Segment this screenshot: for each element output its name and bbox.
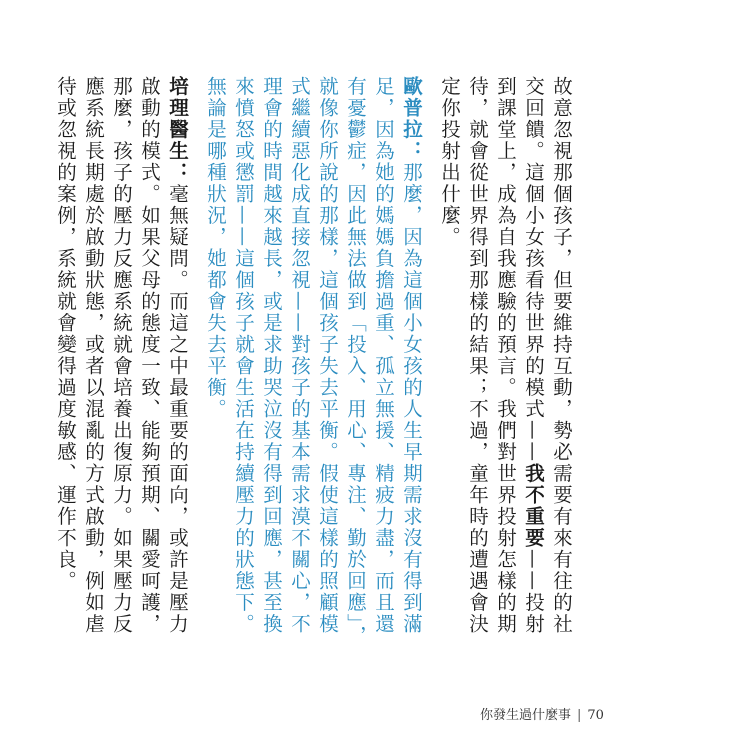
speaker-label-dr-perry: 培理醫生： (166, 76, 189, 184)
emphasis-phrase: 我不重要 (522, 463, 545, 549)
running-title: 你發生過什麼事 (480, 708, 572, 723)
footer-separator: | (577, 708, 582, 723)
paragraph-oprah-text: 那麼，因為這個小女孩的人生早期需求沒有得到滿足，因為她的媽媽負擔過重、孤立無援、精疲力盡，而且還有憂鬱症，因此無法做到「投入、用心、專注、勤於回應」，就像你所說的那樣，這個孩子失去平衡。假使這樣的照顧模式繼續惡化成直接忽視——對孩子的基本需求漠不關心，不理會的時間越來越長，或是求助哭泣沒有得到回應，甚至換來憤怒或懲罰——這個孩子就會生活在持續壓力的狀態下。無論是哪種狀況，她都會失去平衡。 (204, 76, 423, 647)
speaker-label-oprah: 歐普拉： (400, 76, 423, 162)
body-text-block (51, 76, 575, 656)
paragraph-narrative-text-end: ——投射到課堂上，成為自我應驗的預言。我們對世界投射怎樣的期待，就會從世界得到那樣的結果；不過，童年時的遭遇會決定你投射出什麼。 (438, 76, 545, 635)
page-footer (480, 704, 604, 723)
paragraph-oprah (201, 76, 425, 656)
page-number: 70 (587, 708, 604, 723)
paragraph-narrative (435, 76, 575, 656)
paragraph-dr-perry (51, 76, 191, 656)
paragraph-narrative-text-start: 故意忽視那個孩子，但要維持互動，勢必需要有來有往的社交回饋。這個小女孩看待世界的模式—— (522, 76, 573, 635)
paragraph-dr-perry-text: 毫無疑問。而這之中最重要的面向，或許是壓力啟動的模式。如果父母的態度一致、能夠預期、關愛呵護，那麼，孩子的壓力反應系統就會培養出復原力。如果壓力反應系統長期處於啟動狀態，或者以混亂的方式啟動，例如虐待或忽視的案例，系統就會變得過度敏感、運作不良。 (54, 76, 189, 635)
